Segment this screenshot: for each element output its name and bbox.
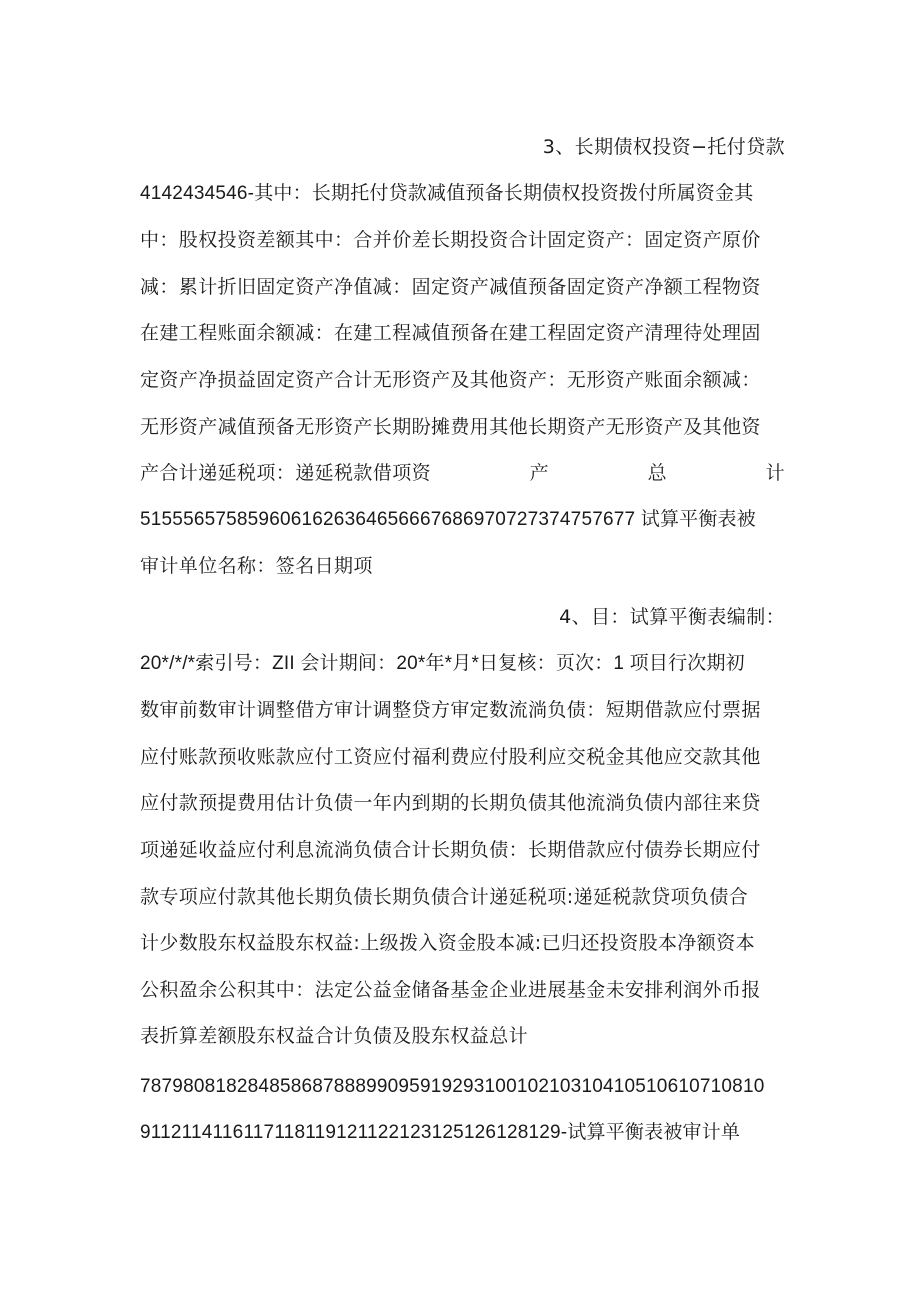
body-line: 4142434546-其中：长期托付贷款减值预备长期债权投资拨付所属资金其 <box>140 182 754 204</box>
justified-segment: 产合计递延税项：递延税款借项资 <box>140 462 432 485</box>
justified-segment: 产 <box>529 462 549 485</box>
justified-segment: 总 <box>647 462 667 485</box>
body-line: 表折算差额股东权益合计负债及股东权益总计 <box>140 1025 529 1048</box>
body-line: 定资产净损益固定资产合计无形资产及其他资产：无形资产账面余额减： <box>140 368 761 391</box>
body-line: 项递延收益应付利息流淌负债合计长期负债：长期借款应付债券长期应付 <box>140 838 761 861</box>
number-line: 787980818284858687888990959192931001021031041051061071081​0 <box>140 1075 765 1097</box>
body-line: 款专项应付款其他长期负债长期负债合计递延税项:递延税款贷项负债合 <box>140 885 749 908</box>
document-page <box>140 124 785 1157</box>
body-line: 数审前数审计调整借方审计调整贷方审定数流淌负债：短期借款应付票据 <box>140 699 761 722</box>
body-line: 应付款预提费用估计负债一年内到期的长期负债其他流淌负债内部往来贷 <box>140 792 761 815</box>
body-line: 应付账款预收账款应付工资应付福利费应付股利应交税金其他应交款其他 <box>140 745 761 768</box>
body-line: 无形资产减值预备无形资产长期盼摊费用其他长期资产无形资产及其他资 <box>140 415 761 438</box>
body-line: 20*/*/*索引号：ZII 会计期间：20*年*月*日复核：页次：1 项目行次期初 <box>140 652 745 674</box>
body-line: 中：股权投资差额其中：合并价差长期投资合计固定资产：固定资产原价 <box>140 229 761 252</box>
section-3-heading: 3、长期债权投资−托付贷款 <box>542 136 785 158</box>
body-line: 减：累计折旧固定资产净值减：固定资产减值预备固定资产净额工程物资 <box>140 275 761 298</box>
number-line: 911211411611711811912112212312512612812​9-试算平衡表被审计单 <box>140 1122 741 1144</box>
section-4-heading: 4、目：试算平衡表编制： <box>559 605 785 628</box>
body-line: 在建工程账面余额减：在建工程减值预备在建工程固定资产清理待处理固 <box>140 322 761 345</box>
justified-segment: 计 <box>765 462 785 485</box>
number-line: 5155565758596061626364656667686970727374757677 试算平衡表被 <box>140 508 756 530</box>
body-line: 计少数股东权益股东权益:上级拨入资金股本减:已归还投资股本净额资本 <box>140 932 756 955</box>
body-line: 公积盈余公积其中：法定公益金储备基金企业进展基金未安排利润外币报 <box>140 978 761 1001</box>
body-line: 审计单位名称：签名日期项 <box>140 555 373 578</box>
justified-line <box>140 450 785 497</box>
